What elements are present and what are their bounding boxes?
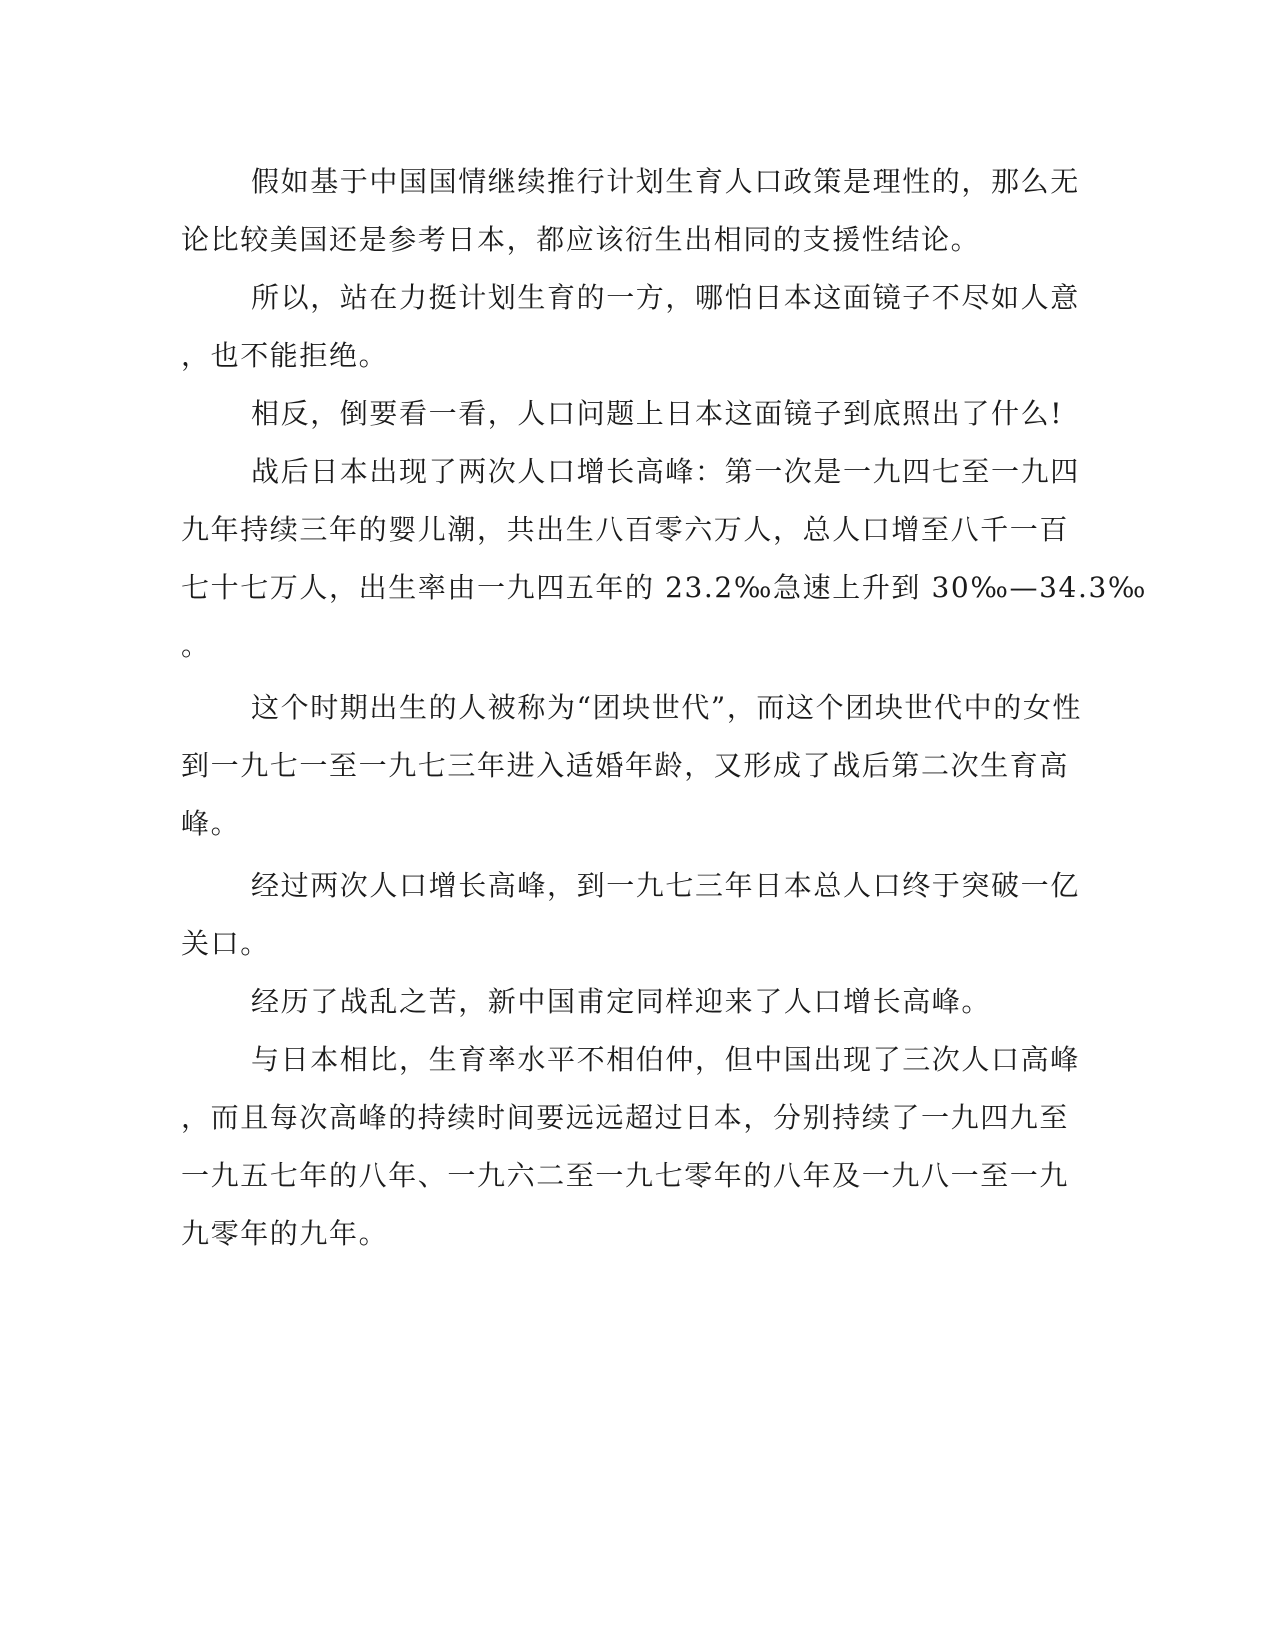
paragraph-8-line-4: 九零年的九年。	[181, 1217, 389, 1250]
paragraph-1-line-1: 假如基于中国国情继续推行计划生育人口政策是理性的，那么无	[251, 165, 1080, 198]
paragraph-8-line-1: 与日本相比，生育率水平不相伯仲，但中国出现了三次人口高峰	[251, 1043, 1080, 1076]
paragraph-3-line-1: 相反，倒要看一看，人口问题上日本这面镜子到底照出了什么!	[251, 397, 1064, 430]
paragraph-2-line-1: 所以，站在力挺计划生育的一方，哪怕日本这面镜子不尽如人意	[251, 281, 1080, 314]
paragraph-7-line-1: 经历了战乱之苦，新中国甫定同样迎来了人口增长高峰。	[251, 985, 992, 1018]
paragraph-4-line-1: 战后日本出现了两次人口增长高峰：第一次是一九四七至一九四	[251, 455, 1080, 488]
paragraph-4-line-3: 七十七万人，出生率由一九四五年的 23.2‰急速上升到 30‰—34.3‰	[181, 571, 1148, 604]
paragraph-1-line-2: 论比较美国还是参考日本，都应该衍生出相同的支援性结论。	[181, 223, 981, 256]
paragraph-5-line-3: 峰。	[181, 807, 241, 840]
paragraph-2-line-2: ，也不能拒绝。	[181, 339, 389, 372]
paragraph-8-line-3: 一九五七年的八年、一九六二至一九七零年的八年及一九八一至一九	[181, 1159, 1070, 1192]
paragraph-8-line-2: ，而且每次高峰的持续时间要远远超过日本，分别持续了一九四九至	[181, 1101, 1070, 1134]
paragraph-4-line-4: 。	[181, 629, 211, 662]
paragraph-6-line-1: 经过两次人口增长高峰，到一九七三年日本总人口终于突破一亿	[251, 869, 1080, 902]
paragraph-5-line-1: 这个时期出生的人被称为“团块世代”，而这个团块世代中的女性	[251, 691, 1083, 724]
paragraph-5-line-2: 到一九七一至一九七三年进入适婚年龄，又形成了战后第二次生育高	[181, 749, 1070, 782]
paragraph-4-line-2: 九年持续三年的婴儿潮，共出生八百零六万人，总人口增至八千一百	[181, 513, 1070, 546]
paragraph-6-line-2: 关口。	[181, 927, 270, 960]
